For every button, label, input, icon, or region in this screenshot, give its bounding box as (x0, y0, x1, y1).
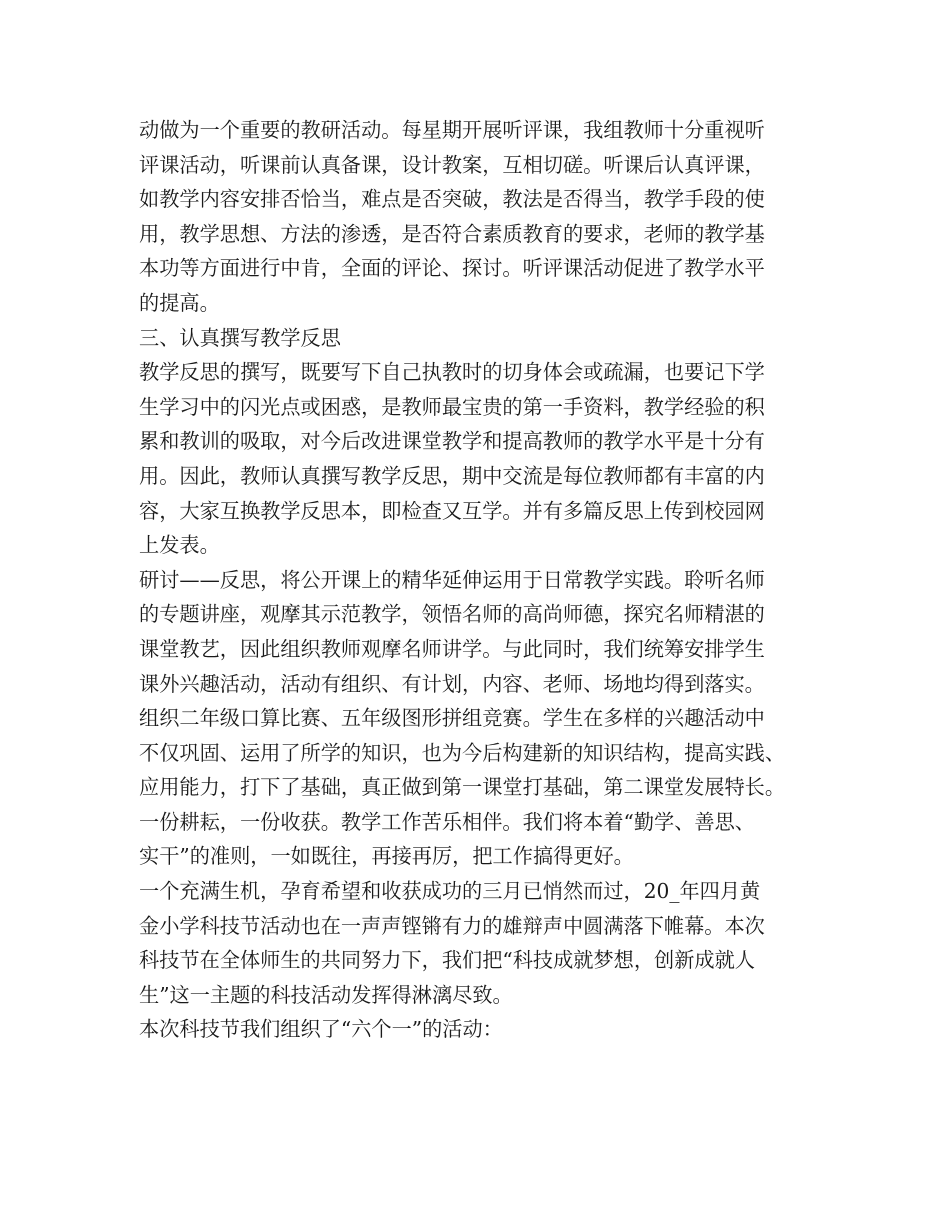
text-line: 生”这一主题的科技活动发挥得淋漓尽致。 (139, 982, 513, 1007)
text-line: 应用能力，打下了基础，真正做到第一课堂打基础，第二课堂发展特长。 (139, 775, 786, 800)
text-line: 一份耕耘，一份收获。教学工作苦乐相伴。我们将本着“勤学、善思、 (139, 809, 755, 834)
text-line: 用。因此，教师认真撰写教学反思，期中交流是每位教师都有丰富的内 (139, 463, 765, 488)
text-line: 动做为一个重要的教研活动。每星期开展听评课，我组教师十分重视听 (139, 118, 765, 142)
document-body (139, 113, 839, 1047)
text-line: 用，教学思想、方法的渗透，是否符合素质教育的要求，老师的教学基 (139, 221, 765, 246)
text-line: 课堂教艺，因此组织教师观摩名师讲学。与此同时，我们统筹安排学生 (139, 636, 765, 661)
text-line: 本次科技节我们组织了“六个一”的活动： (139, 1017, 503, 1042)
text-line: 生学习中的闪光点或困惑，是教师最宝贵的第一手资料，教学经验的积 (139, 394, 765, 419)
text-line: 金小学科技节活动也在一声声铿锵有力的雄辩声中圆满落下帷幕。本次 (139, 913, 765, 938)
text-line: 容，大家互换教学反思本，即检查又互学。并有多篇反思上传到校园网 (139, 498, 765, 523)
text-line: 的专题讲座，观摩其示范教学，领悟名师的高尚师德，探究名师精湛的 (139, 602, 765, 627)
text-line: 累和教训的吸取，对今后改进课堂教学和提高教师的教学水平是十分有 (139, 429, 765, 454)
text-line: 如教学内容安排否恰当，难点是否突破，教法是否得当，教学手段的使 (139, 187, 765, 212)
text-line: 组织二年级口算比赛、五年级图形拼组竞赛。学生在多样的兴趣活动中 (139, 706, 765, 731)
text-line: 科技节在全体师生的共同努力下，我们把“科技成就梦想，创新成就人 (139, 948, 755, 973)
text-line: 一个充满生机，孕育希望和收获成功的三月已悄然而过，20_年四月黄 (139, 879, 761, 904)
text-line: 研讨——反思，将公开课上的精华延伸运用于日常教学实践。聆听名师 (139, 567, 765, 592)
text-line: 本功等方面进行中肯，全面的评论、探讨。听评课活动促进了教学水平 (139, 256, 765, 281)
section-heading: 三、认真撰写教学反思 (139, 325, 341, 350)
text-line: 评课活动，听课前认真备课，设计教案，互相切磋。听课后认真评课， (139, 152, 765, 177)
text-line: 实干”的准则，一如既往，再接再厉，把工作搞得更好。 (139, 844, 634, 869)
text-line: 的提高。 (139, 290, 220, 315)
text-line: 课外兴趣活动，活动有组织、有计划，内容、老师、场地均得到落实。 (139, 671, 765, 696)
text-line: 上发表。 (139, 533, 220, 558)
text-line: 不仅巩固、运用了所学的知识，也为今后构建新的知识结构，提高实践、 (139, 740, 786, 765)
text-line: 教学反思的撰写，既要写下自己执教时的切身体会或疏漏，也要记下学 (139, 360, 765, 385)
